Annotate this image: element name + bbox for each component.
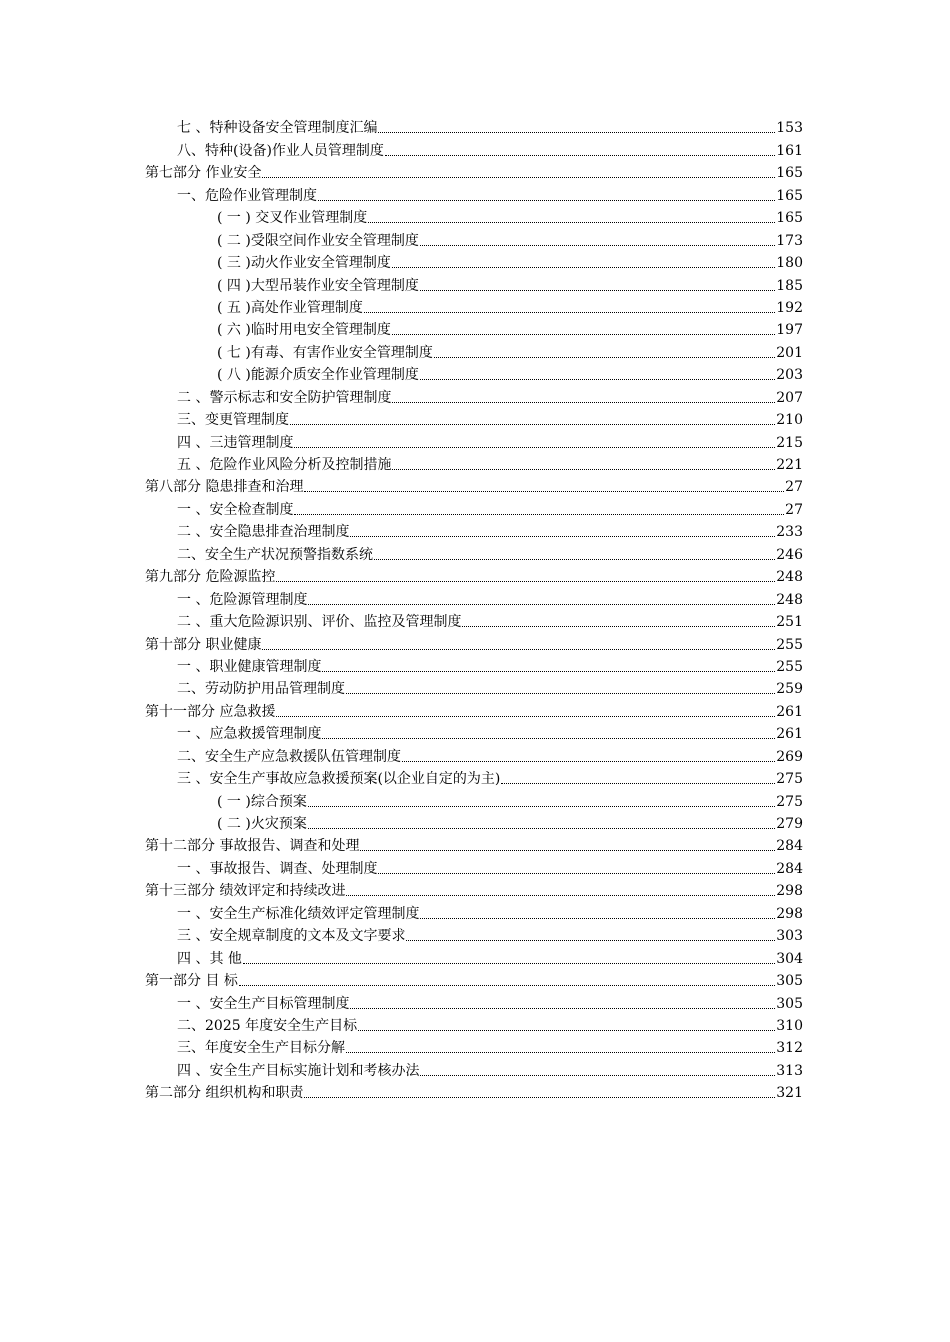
- toc-entry-page-number: 248: [776, 569, 803, 586]
- toc-dot-leader: [501, 783, 775, 784]
- toc-dot-leader: [378, 873, 775, 874]
- toc-entry-title: ( 二 )火灾预案: [217, 816, 307, 832]
- toc-dot-leader: [276, 581, 775, 582]
- toc-dot-leader: [392, 334, 775, 335]
- toc-entry[interactable]: [145, 318, 803, 340]
- toc-entry-page-number: 321: [776, 1085, 803, 1102]
- toc-dot-leader: [402, 761, 775, 762]
- toc-entry-title: 一 、安全生产目标管理制度: [177, 995, 350, 1012]
- toc-entry-page-number: 298: [776, 905, 803, 922]
- toc-entry[interactable]: [145, 565, 803, 587]
- toc-dot-leader: [290, 424, 775, 425]
- toc-entry-page-number: 305: [776, 995, 803, 1012]
- toc-entry-title: ( 一 )综合预案: [217, 793, 307, 810]
- toc-entry-page-number: 180: [776, 255, 803, 272]
- toc-dot-leader: [262, 177, 775, 178]
- toc-dot-leader: [294, 514, 784, 515]
- toc-entry[interactable]: [145, 924, 803, 946]
- toc-entry-title: ( 三 )动火作业安全管理制度: [217, 255, 391, 272]
- toc-entry[interactable]: [145, 408, 803, 430]
- toc-dot-leader: [420, 918, 775, 919]
- toc-entry-title: ( 七 )有毒、有害作业安全管理制度: [217, 344, 433, 361]
- toc-dot-leader: [239, 985, 775, 986]
- toc-dot-leader: [368, 222, 775, 223]
- toc-entry-title: ( 二 )受限空间作业安全管理制度: [217, 232, 419, 249]
- toc-entry-page-number: 165: [776, 165, 803, 182]
- toc-entry[interactable]: [145, 228, 803, 250]
- toc-dot-leader: [358, 1030, 775, 1031]
- toc-entry-title: 第十部分 职业健康: [145, 636, 262, 653]
- toc-entry-title: 五 、危险作业风险分析及控制措施: [177, 457, 392, 473]
- toc-entry-title: ( 六 )临时用电安全管理制度: [217, 322, 391, 339]
- toc-entry-page-number: 197: [776, 322, 803, 339]
- toc-entry[interactable]: [145, 1081, 803, 1103]
- toc-dot-leader: [364, 312, 775, 313]
- toc-entry-page-number: 310: [776, 1017, 803, 1034]
- toc-dot-leader: [346, 895, 775, 896]
- toc-entry-title: 三、变更管理制度: [177, 412, 289, 429]
- toc-entry[interactable]: [145, 744, 803, 766]
- toc-dot-leader: [243, 963, 775, 964]
- toc-dot-leader: [360, 850, 775, 851]
- toc-entry-page-number: 275: [776, 771, 803, 788]
- toc-entry[interactable]: [145, 1058, 803, 1080]
- toc-entry[interactable]: [145, 812, 803, 834]
- toc-dot-leader: [420, 379, 775, 380]
- toc-entry-page-number: 248: [776, 591, 803, 608]
- toc-dot-leader: [304, 491, 784, 492]
- toc-entry-title: 一 、危险源管理制度: [177, 591, 308, 608]
- toc-entry-title: 一 、事故报告、调查、处理制度: [177, 860, 378, 877]
- toc-entry-title: 三 、安全生产事故应急救援预案(以企业自定的为主): [177, 771, 501, 788]
- toc-entry-page-number: 261: [776, 703, 803, 720]
- toc-entry[interactable]: [145, 969, 803, 991]
- toc-entry-page-number: 233: [776, 524, 803, 541]
- toc-entry-page-number: 251: [776, 614, 803, 631]
- toc-entry-title: 一、危险作业管理制度: [177, 187, 317, 204]
- toc-dot-leader: [294, 447, 775, 448]
- toc-entry-page-number: 207: [776, 389, 803, 406]
- toc-entry[interactable]: [145, 273, 803, 295]
- toc-entry-title: ( 八 )能源介质安全作业管理制度: [217, 367, 419, 384]
- toc-entry[interactable]: [145, 520, 803, 542]
- toc-entry-title: 一 、职业健康管理制度: [177, 658, 322, 675]
- toc-entry-page-number: 275: [776, 793, 803, 810]
- toc-entry[interactable]: [145, 722, 803, 744]
- toc-entry-title: ( 一 ) 交叉作业管理制度: [217, 210, 368, 227]
- toc-entry[interactable]: [145, 430, 803, 452]
- toc-entry[interactable]: [145, 677, 803, 699]
- toc-entry-page-number: 165: [776, 210, 803, 227]
- toc-entry-title: 一 、安全生产标准化绩效评定管理制度: [177, 905, 420, 922]
- toc-entry-page-number: 165: [776, 187, 803, 204]
- toc-entry-title: 第九部分 危险源监控: [145, 569, 276, 586]
- toc-entry[interactable]: [145, 296, 803, 318]
- toc-entry[interactable]: [145, 789, 803, 811]
- toc-entry-page-number: 27: [785, 479, 803, 496]
- toc-entry-title: 第十三部分 绩效评定和持续改进: [145, 883, 346, 900]
- toc-entry-page-number: 279: [776, 816, 803, 832]
- toc-entry-title: 三 、安全规章制度的文本及文字要求: [177, 928, 406, 945]
- toc-entry-title: 一 、应急救援管理制度: [177, 726, 322, 743]
- table-of-contents: [145, 116, 803, 1103]
- toc-dot-leader: [385, 155, 775, 156]
- toc-entry-title: 二 、警示标志和安全防护管理制度: [177, 389, 392, 406]
- toc-entry-title: 一 、安全检查制度: [177, 501, 294, 518]
- toc-entry-page-number: 261: [776, 726, 803, 743]
- toc-entry-page-number: 255: [776, 636, 803, 653]
- toc-entry-title: 第十一部分 应急救援: [145, 703, 276, 720]
- toc-entry[interactable]: [145, 138, 803, 160]
- toc-entry-title: 第八部分 隐患排查和治理: [145, 479, 304, 496]
- toc-entry-title: ( 四 )大型吊装作业安全管理制度: [217, 277, 419, 294]
- toc-entry[interactable]: [145, 610, 803, 632]
- toc-dot-leader: [346, 693, 775, 694]
- toc-dot-leader: [318, 200, 775, 201]
- toc-entry[interactable]: [145, 385, 803, 407]
- toc-entry-title: 第七部分 作业安全: [145, 165, 262, 182]
- toc-entry-title: 七 、特种设备安全管理制度汇编: [177, 120, 378, 137]
- toc-dot-leader: [308, 806, 775, 807]
- toc-entry-page-number: 269: [776, 748, 803, 765]
- toc-entry-page-number: 215: [776, 434, 803, 451]
- toc-entry-title: 四 、安全生产目标实施计划和考核办法: [177, 1062, 420, 1079]
- toc-entry[interactable]: [145, 453, 803, 475]
- toc-entry-title: 第二部分 组织机构和职责: [145, 1085, 304, 1102]
- toc-dot-leader: [462, 626, 775, 627]
- toc-dot-leader: [304, 1097, 775, 1098]
- toc-entry-title: 四 、三违管理制度: [177, 434, 294, 451]
- toc-entry-title: 二、劳动防护用品管理制度: [177, 681, 345, 698]
- toc-dot-leader: [262, 649, 775, 650]
- toc-entry-page-number: 298: [776, 883, 803, 900]
- toc-entry-title: 二、安全生产状况预警指数系统: [177, 546, 373, 563]
- toc-entry-page-number: 161: [776, 142, 803, 159]
- toc-entry-title: 二 、重大危险源识别、评价、监控及管理制度: [177, 614, 462, 631]
- toc-entry[interactable]: [145, 251, 803, 273]
- toc-entry[interactable]: [145, 363, 803, 385]
- toc-entry[interactable]: [145, 1014, 803, 1036]
- toc-entry[interactable]: [145, 879, 803, 901]
- toc-entry[interactable]: [145, 699, 803, 721]
- toc-dot-leader: [308, 604, 775, 605]
- toc-dot-leader: [434, 357, 775, 358]
- toc-entry[interactable]: [145, 206, 803, 228]
- toc-entry-page-number: 192: [776, 299, 803, 316]
- toc-entry-page-number: 210: [776, 412, 803, 429]
- toc-entry-title: 四 、其 他: [177, 950, 242, 967]
- toc-entry-page-number: 284: [776, 838, 803, 855]
- toc-entry-page-number: 305: [776, 973, 803, 990]
- toc-entry-page-number: 312: [776, 1040, 803, 1057]
- toc-entry-page-number: 153: [776, 120, 803, 137]
- toc-dot-leader: [420, 290, 775, 291]
- toc-entry[interactable]: [145, 767, 803, 789]
- toc-entry-page-number: 284: [776, 860, 803, 877]
- toc-dot-leader: [392, 469, 775, 470]
- toc-dot-leader: [350, 536, 775, 537]
- toc-entry[interactable]: [145, 497, 803, 519]
- toc-entry-page-number: 221: [776, 457, 803, 473]
- toc-entry-page-number: 201: [776, 344, 803, 361]
- toc-entry-page-number: 173: [776, 232, 803, 249]
- toc-dot-leader: [378, 132, 775, 133]
- toc-dot-leader: [308, 828, 775, 829]
- toc-entry-page-number: 313: [776, 1062, 803, 1079]
- toc-entry-title: 第一部分 目 标: [145, 973, 238, 990]
- toc-entry[interactable]: [145, 116, 803, 138]
- toc-entry-page-number: 255: [776, 658, 803, 675]
- toc-entry-title: 第十二部分 事故报告、调查和处理: [145, 838, 360, 855]
- toc-dot-leader: [392, 402, 775, 403]
- toc-dot-leader: [322, 738, 775, 739]
- toc-dot-leader: [350, 1008, 775, 1009]
- toc-entry-page-number: 304: [776, 950, 803, 967]
- toc-dot-leader: [392, 267, 775, 268]
- toc-dot-leader: [346, 1052, 775, 1053]
- toc-entry-title: 二 、安全隐患排查治理制度: [177, 524, 350, 541]
- toc-entry-page-number: 259: [776, 681, 803, 698]
- toc-dot-leader: [420, 1075, 775, 1076]
- toc-entry-title: 二、2025 年度安全生产目标: [177, 1017, 358, 1034]
- toc-entry[interactable]: [145, 542, 803, 564]
- toc-entry[interactable]: [145, 946, 803, 968]
- toc-entry[interactable]: [145, 587, 803, 609]
- toc-entry[interactable]: [145, 834, 803, 856]
- toc-entry-title: ( 五 )高处作业管理制度: [217, 299, 363, 316]
- toc-entry[interactable]: [145, 991, 803, 1013]
- toc-entry-title: 三、年度安全生产目标分解: [177, 1040, 345, 1057]
- toc-entry-page-number: 246: [776, 546, 803, 563]
- toc-entry-page-number: 27: [785, 501, 803, 518]
- toc-dot-leader: [406, 940, 775, 941]
- toc-entry-title: 二、安全生产应急救援队伍管理制度: [177, 748, 401, 765]
- toc-entry[interactable]: [145, 1036, 803, 1058]
- toc-entry[interactable]: [145, 340, 803, 362]
- toc-entry[interactable]: [145, 901, 803, 923]
- toc-entry-page-number: 185: [776, 277, 803, 294]
- toc-entry[interactable]: [145, 183, 803, 205]
- toc-entry[interactable]: [145, 655, 803, 677]
- toc-dot-leader: [322, 671, 775, 672]
- toc-dot-leader: [374, 559, 775, 560]
- toc-entry[interactable]: [145, 856, 803, 878]
- toc-entry-page-number: 203: [776, 367, 803, 384]
- toc-entry[interactable]: [145, 161, 803, 183]
- toc-entry-title: 八、特种(设备)作业人员管理制度: [177, 142, 384, 159]
- toc-entry[interactable]: [145, 632, 803, 654]
- toc-entry[interactable]: [145, 475, 803, 497]
- toc-dot-leader: [276, 716, 775, 717]
- toc-entry-page-number: 303: [776, 928, 803, 945]
- toc-dot-leader: [420, 245, 775, 246]
